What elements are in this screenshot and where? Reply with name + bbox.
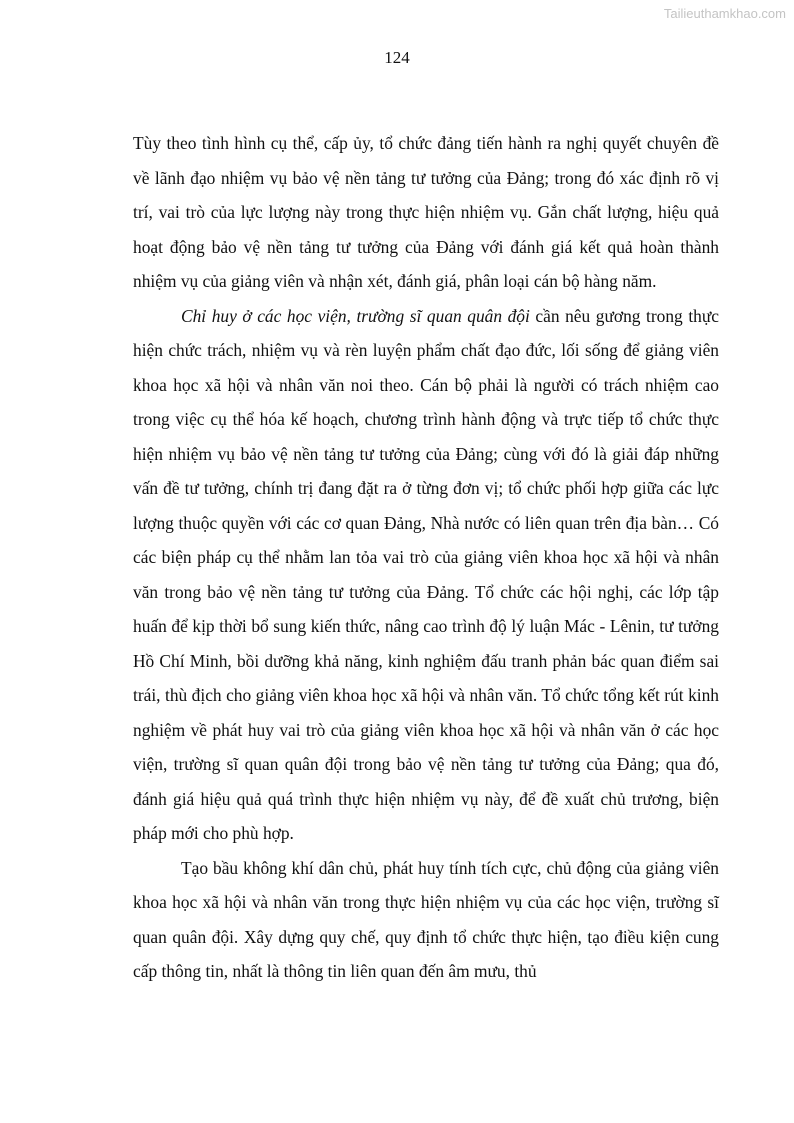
paragraph-1: Tùy theo tình hình cụ thể, cấp ủy, tổ chức đảng tiến hành ra nghị quyết chuyên đề về lãnh đạo nhiệm vụ bảo vệ nền tảng tư tưởng của Đảng; trong đó xác định rõ vị trí, vai trò của lực lượng này trong thực hiện nhiệm vụ. Gắn chất lượng, hiệu quả hoạt động bảo vệ nền tảng tư tưởng của Đảng với đánh giá kết quả hoàn thành nhiệm vụ của giảng viên và nhận xét, đánh giá, phân loại cán bộ hàng năm. (133, 133, 719, 291)
document-body (133, 126, 719, 989)
watermark-text: Tailieuthamkhao.com (663, 6, 786, 21)
paragraph-2-text: cần nêu gương trong thực hiện chức trách, nhiệm vụ và rèn luyện phẩm chất đạo đức, lối sống để giảng viên khoa học xã hội và nhân văn noi theo. Cán bộ phải là người có trách nhiệm cao trong việc cụ thể hóa kế hoạch, chương trình hành động và trực tiếp tổ chức thực hiện nhiệm vụ bảo vệ nền tảng tư tưởng của Đảng; cùng với đó là giải đáp những vấn đề tư tưởng, chính trị đang đặt ra ở từng đơn vị; tổ chức phối hợp giữa các lực lượng thuộc quyền với các cơ quan Đảng, Nhà nước có liên quan trên địa bàn… Có các biện pháp cụ thể nhằm lan tỏa vai trò của giảng viên khoa học xã hội và nhân văn trong bảo vệ nền tảng tư tưởng của Đảng. Tổ chức các hội nghị, các lớp tập huấn để kịp thời bổ sung kiến thức, nâng cao trình độ lý luận Mác - Lênin, tư tưởng Hồ Chí Minh, bồi dưỡng khả năng, kinh nghiệm đấu tranh phản bác quan điểm sai trái, thù địch cho giảng viên khoa học xã hội và nhân văn. Tổ chức tổng kết rút kinh nghiệm về phát huy vai trò của giảng viên khoa học xã hội và nhân văn ở các học viện, trường sĩ quan quân đội trong bảo vệ nền tảng tư tưởng của Đảng; qua đó, đánh giá hiệu quả quá trình thực hiện nhiệm vụ này, để đề xuất chủ trương, biện pháp mới cho phù hợp. (133, 305, 719, 843)
page-number: 124 (384, 48, 410, 67)
paragraph-2 (133, 299, 719, 851)
paragraph-2-italic-lead: Chỉ huy ở các học viện, trường sĩ quan quân đội (181, 305, 530, 326)
paragraph-3: Tạo bầu không khí dân chủ, phát huy tính tích cực, chủ động của giảng viên khoa học xã hội và nhân văn trong thực hiện nhiệm vụ của các học viện, trường sĩ quan quân đội. Xây dựng quy chế, quy định tổ chức thực hiện, tạo điều kiện cung cấp thông tin, nhất là thông tin liên quan đến âm mưu, thủ (133, 857, 719, 981)
